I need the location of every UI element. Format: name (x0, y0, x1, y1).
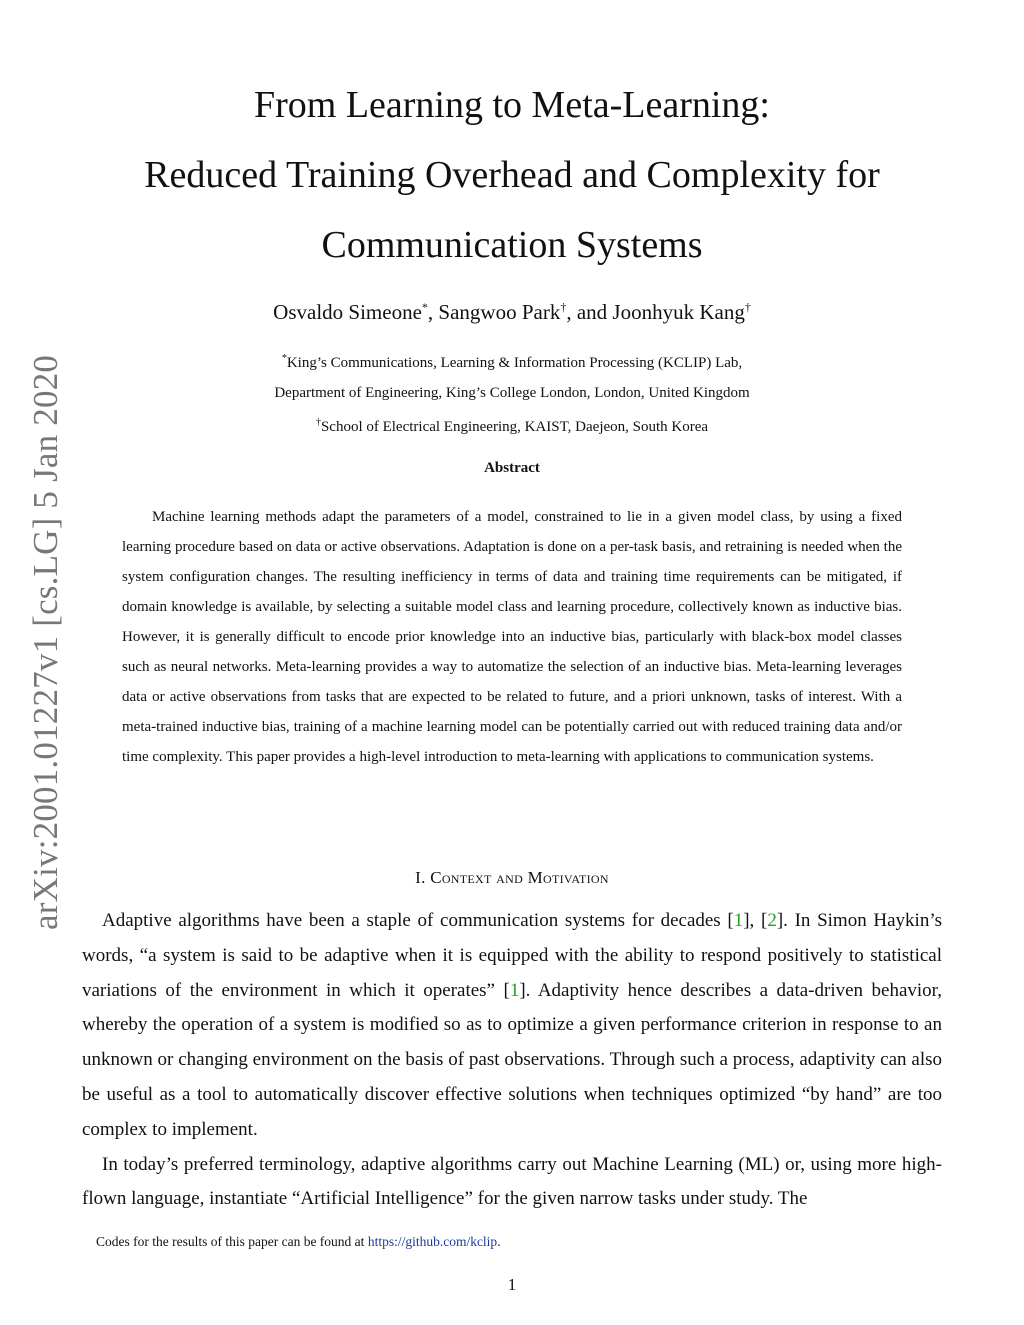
affiliations (60, 344, 964, 442)
title-line: From Learning to Meta-Learning: (253, 84, 770, 126)
title-line: Reduced Training Overhead and Complexity for (144, 154, 880, 196)
author-name: Osvaldo Simeone (273, 300, 422, 324)
abstract-text: Machine learning methods adapt the parameters of a model, constrained to lie in a given model class, by using a fixed learning procedure based on data or active observations. Adaptation is done on a per-task basis, and retraining is needed when the system configuration changes. The resulting inefficiency in terms of data and training time requirements can be mitigated, if domain knowledge is available, by selecting a suitable model class and learning procedure, collectively known as inductive bias. However, it is generally difficult to encode prior knowledge into an inductive bias, particularly with black-box model classes such as neural networks. Meta-learning provides a way to automatize the selection of an inductive bias. Meta-learning leverages data or active observations from tasks that are expected to be related to future, and a priori unknown, tasks of interest. With a meta-trained inductive bias, training of a machine learning model can be potentially carried out with reduced training data and/or time complexity. This paper provides a high-level introduction to meta-learning with applications to communication systems. (122, 509, 902, 765)
footnote: Codes for the results of this paper can be found at https://github.com/kclip. (96, 1234, 501, 1249)
affiliation-mark: * (421, 300, 428, 314)
abstract-heading: Abstract (484, 460, 540, 476)
paragraph: In today’s preferred terminology, adaptive algorithms carry out Machine Learning (ML) or, using more high-flown language, instantiate “Artificial Intelligence” for the given narrow tasks under study. The (82, 1153, 942, 1210)
affiliation-mark: † (560, 300, 567, 314)
affiliation-mark: † (315, 417, 321, 428)
affiliation-line: *King’s Communications, Learning & Information Processing (KCLIP) Lab, (281, 353, 743, 371)
section-title: Context and Motivation (430, 868, 609, 887)
paragraph: Adaptive algorithms have been a staple of communication systems for decades [1], [2]. In Simon Haykin’s words, “a system is said to be adaptive when it is equipped with the ability to respond positively to statistical variations of the environment in which it operates” [1]. Adaptivity hence describes a data-driven behavior, whereby the operation of a system is modified so as to optimize a given performance criterion in response to an unknown or changing environment on the basis of past observations. Through such a process, adaptivity can also be useful as a tool to automatically discover effective solutions when techniques optimized “by hand” are too complex to implement. (82, 910, 942, 1140)
body-text (82, 904, 942, 1217)
section-heading (60, 868, 964, 888)
affiliation-mark: * (281, 353, 287, 364)
affiliation-line: †School of Electrical Engineering, KAIST, Daejeon, South Korea (315, 417, 709, 435)
github-link[interactable]: https://github.com/kclip (367, 1234, 498, 1249)
affiliation-mark: † (744, 300, 751, 314)
author-list (60, 290, 964, 329)
paper-title (60, 70, 964, 280)
arxiv-stamp[interactable]: arXiv:2001.01227v1 [cs.LG] 5 Jan 2020 (26, 354, 65, 930)
author-name: Sangwoo Park (438, 300, 561, 324)
author-separator: , and (566, 300, 613, 324)
citation-link[interactable]: 1 (509, 979, 520, 1001)
citation-link[interactable]: 1 (733, 910, 744, 931)
affiliation-line: Department of Engineering, King’s College London, London, United Kingdom (274, 385, 750, 401)
title-line: Communication Systems (321, 224, 703, 266)
citation-link[interactable]: 2 (767, 910, 777, 931)
author-name: Joonhyuk Kang (612, 300, 745, 324)
page-number: 1 (507, 1275, 517, 1294)
author-separator: , (427, 300, 439, 324)
section-number: I. (415, 868, 426, 887)
